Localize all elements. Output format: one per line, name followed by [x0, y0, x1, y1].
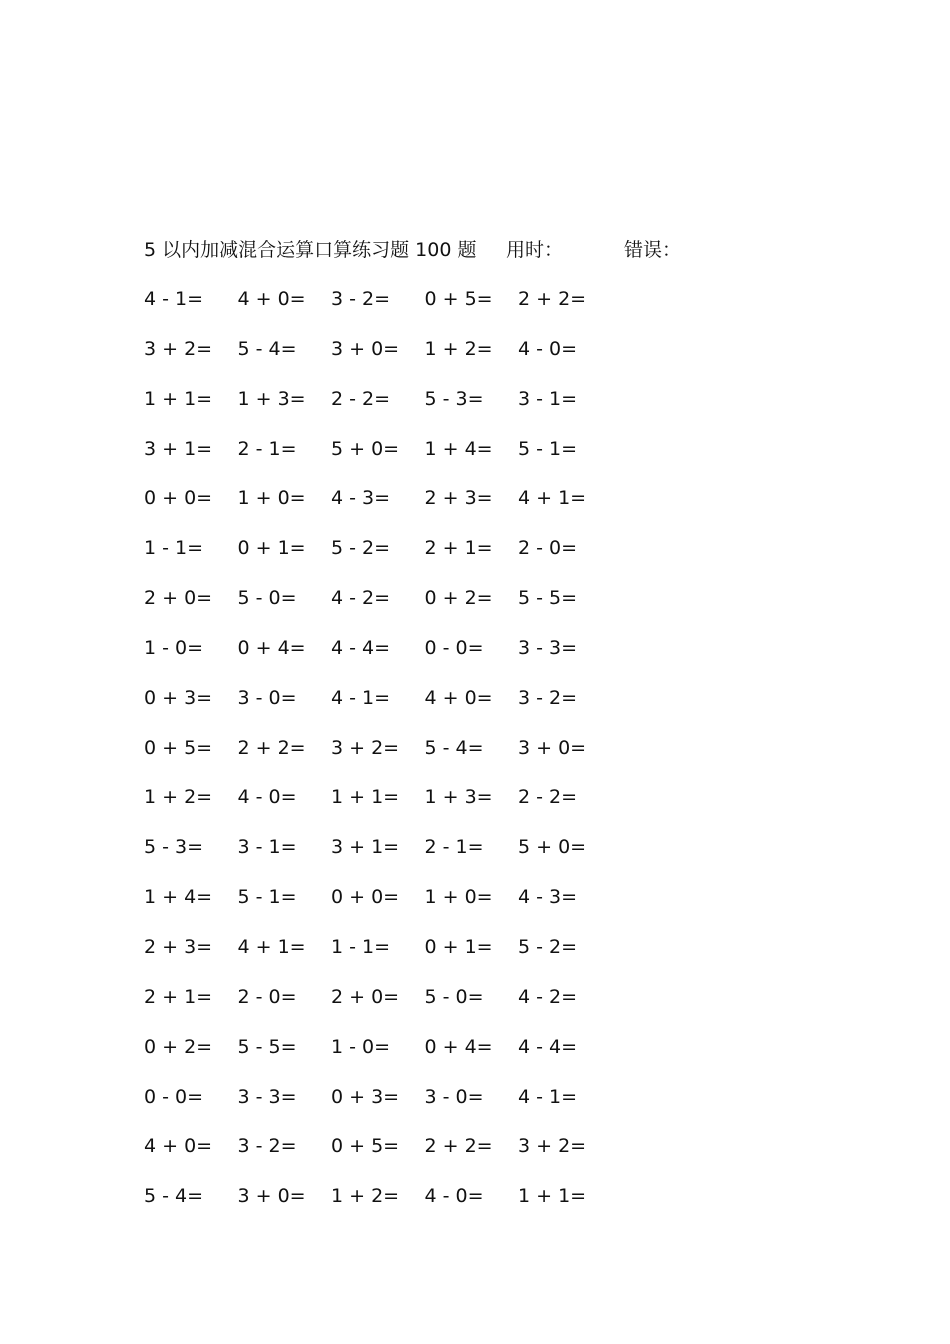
arithmetic-problem: 1 + 3=	[237, 387, 306, 410]
arithmetic-problem: 0 + 5=	[144, 736, 213, 759]
arithmetic-problem: 2 - 2=	[331, 387, 391, 410]
arithmetic-problem: 1 - 1=	[144, 537, 204, 560]
arithmetic-problem: 3 - 1=	[237, 836, 297, 859]
problem-row	[144, 783, 614, 833]
problem-row	[144, 385, 614, 435]
problem-row	[144, 983, 614, 1033]
arithmetic-problem: 5 - 5=	[518, 587, 578, 610]
arithmetic-problem: 3 + 1=	[331, 836, 400, 859]
arithmetic-problem: 1 + 4=	[424, 437, 493, 460]
arithmetic-problem: 2 - 0=	[237, 985, 297, 1008]
arithmetic-problem: 0 - 0=	[424, 636, 484, 659]
problem-row	[144, 534, 614, 584]
arithmetic-problem: 1 + 1=	[518, 1185, 587, 1208]
arithmetic-problem: 3 - 0=	[237, 686, 297, 709]
arithmetic-problem: 0 + 0=	[331, 886, 400, 909]
arithmetic-problem: 4 - 3=	[518, 886, 578, 909]
arithmetic-problem: 4 - 1=	[331, 686, 391, 709]
arithmetic-problem: 2 - 1=	[237, 437, 297, 460]
arithmetic-problem: 2 + 2=	[237, 736, 306, 759]
arithmetic-problem: 4 - 0=	[518, 337, 578, 360]
arithmetic-problem: 5 - 3=	[424, 387, 484, 410]
arithmetic-problem: 1 - 1=	[331, 935, 391, 958]
arithmetic-problem: 4 - 1=	[518, 1085, 578, 1108]
arithmetic-problem: 2 + 0=	[331, 985, 400, 1008]
problem-row	[144, 1132, 614, 1182]
arithmetic-problem: 4 - 0=	[424, 1185, 484, 1208]
arithmetic-problem: 2 + 2=	[424, 1135, 493, 1158]
arithmetic-problem: 0 - 0=	[144, 1085, 204, 1108]
arithmetic-problem: 1 + 1=	[331, 786, 400, 809]
problem-row	[144, 833, 614, 883]
arithmetic-problem: 1 + 2=	[144, 786, 213, 809]
arithmetic-problem: 5 - 1=	[237, 886, 297, 909]
arithmetic-problem: 4 - 4=	[518, 1035, 578, 1058]
arithmetic-problem: 3 - 2=	[237, 1135, 297, 1158]
arithmetic-problem: 4 - 3=	[331, 487, 391, 510]
arithmetic-problem: 1 + 4=	[144, 886, 213, 909]
arithmetic-problem: 3 + 0=	[518, 736, 587, 759]
arithmetic-problem: 2 - 2=	[518, 786, 578, 809]
arithmetic-problem: 4 + 0=	[144, 1135, 213, 1158]
time-label: 用时：	[506, 239, 564, 261]
arithmetic-problem: 5 - 2=	[518, 935, 578, 958]
arithmetic-problem: 5 - 3=	[144, 836, 204, 859]
arithmetic-problem: 3 - 3=	[518, 636, 578, 659]
arithmetic-problem: 5 - 2=	[331, 537, 391, 560]
arithmetic-problem: 1 - 0=	[144, 636, 204, 659]
arithmetic-problem: 2 + 0=	[144, 587, 213, 610]
worksheet-title: 5 以内加减混合运算口算练习题 100 题	[144, 239, 477, 261]
problem-row	[144, 484, 614, 534]
problem-row	[144, 335, 614, 385]
arithmetic-problem: 4 + 0=	[424, 686, 493, 709]
arithmetic-problem: 4 - 0=	[237, 786, 297, 809]
error-label: 错误：	[624, 239, 682, 261]
problem-row	[144, 435, 614, 485]
arithmetic-problem: 0 + 2=	[144, 1035, 213, 1058]
arithmetic-problem: 1 + 0=	[237, 487, 306, 510]
arithmetic-problem: 4 - 2=	[331, 587, 391, 610]
arithmetic-problem: 2 - 1=	[424, 836, 484, 859]
arithmetic-problem: 2 - 0=	[518, 537, 578, 560]
problem-row	[144, 883, 614, 933]
problem-row	[144, 1083, 614, 1133]
arithmetic-problem: 3 - 1=	[518, 387, 578, 410]
arithmetic-problem: 5 - 0=	[237, 587, 297, 610]
arithmetic-problem: 1 + 2=	[331, 1185, 400, 1208]
arithmetic-problem: 0 + 3=	[331, 1085, 400, 1108]
arithmetic-problem: 0 + 3=	[144, 686, 213, 709]
problem-row	[144, 634, 614, 684]
arithmetic-problem: 4 - 1=	[144, 288, 204, 310]
arithmetic-problem: 2 + 1=	[144, 985, 213, 1008]
arithmetic-problem: 3 + 1=	[144, 437, 213, 460]
arithmetic-problem: 4 + 1=	[518, 487, 587, 510]
arithmetic-problem: 0 + 1=	[237, 537, 306, 560]
arithmetic-problem: 3 - 2=	[331, 288, 391, 310]
arithmetic-problem: 5 + 0=	[331, 437, 400, 460]
arithmetic-problem: 2 + 3=	[144, 935, 213, 958]
problem-grid	[144, 285, 614, 1232]
arithmetic-problem: 1 + 3=	[424, 786, 493, 809]
arithmetic-problem: 0 + 4=	[424, 1035, 493, 1058]
arithmetic-problem: 0 + 5=	[331, 1135, 400, 1158]
problem-row	[144, 1033, 614, 1083]
arithmetic-problem: 1 + 2=	[424, 337, 493, 360]
arithmetic-problem: 3 - 3=	[237, 1085, 297, 1108]
arithmetic-problem: 1 + 1=	[144, 387, 213, 410]
arithmetic-problem: 5 - 0=	[424, 985, 484, 1008]
arithmetic-problem: 2 + 2=	[518, 288, 587, 310]
arithmetic-problem: 1 + 0=	[424, 886, 493, 909]
worksheet-header	[144, 236, 744, 264]
arithmetic-problem: 5 - 4=	[144, 1185, 204, 1208]
problem-row	[144, 734, 614, 784]
arithmetic-problem: 3 + 0=	[237, 1185, 306, 1208]
arithmetic-problem: 0 + 2=	[424, 587, 493, 610]
arithmetic-problem: 2 + 1=	[424, 537, 493, 560]
problem-row	[144, 584, 614, 634]
arithmetic-problem: 5 - 4=	[237, 337, 297, 360]
arithmetic-problem: 0 + 0=	[144, 487, 213, 510]
arithmetic-problem: 3 + 0=	[331, 337, 400, 360]
arithmetic-problem: 4 + 0=	[237, 288, 306, 310]
arithmetic-problem: 3 - 2=	[518, 686, 578, 709]
arithmetic-problem: 1 - 0=	[331, 1035, 391, 1058]
arithmetic-problem: 5 - 1=	[518, 437, 578, 460]
arithmetic-problem: 3 + 2=	[144, 337, 213, 360]
arithmetic-problem: 5 + 0=	[518, 836, 587, 859]
arithmetic-problem: 2 + 3=	[424, 487, 493, 510]
problem-row	[144, 684, 614, 734]
arithmetic-problem: 0 + 4=	[237, 636, 306, 659]
arithmetic-problem: 3 + 2=	[518, 1135, 587, 1158]
arithmetic-problem: 4 - 2=	[518, 985, 578, 1008]
arithmetic-problem: 4 - 4=	[331, 636, 391, 659]
arithmetic-problem: 4 + 1=	[237, 935, 306, 958]
problem-row	[144, 933, 614, 983]
arithmetic-problem: 0 + 5=	[424, 288, 493, 310]
arithmetic-problem: 0 + 1=	[424, 935, 493, 958]
arithmetic-problem: 3 - 0=	[424, 1085, 484, 1108]
arithmetic-problem: 3 + 2=	[331, 736, 400, 759]
arithmetic-problem: 5 - 5=	[237, 1035, 297, 1058]
problem-row	[144, 285, 614, 335]
arithmetic-problem: 5 - 4=	[424, 736, 484, 759]
problem-row	[144, 1182, 614, 1232]
